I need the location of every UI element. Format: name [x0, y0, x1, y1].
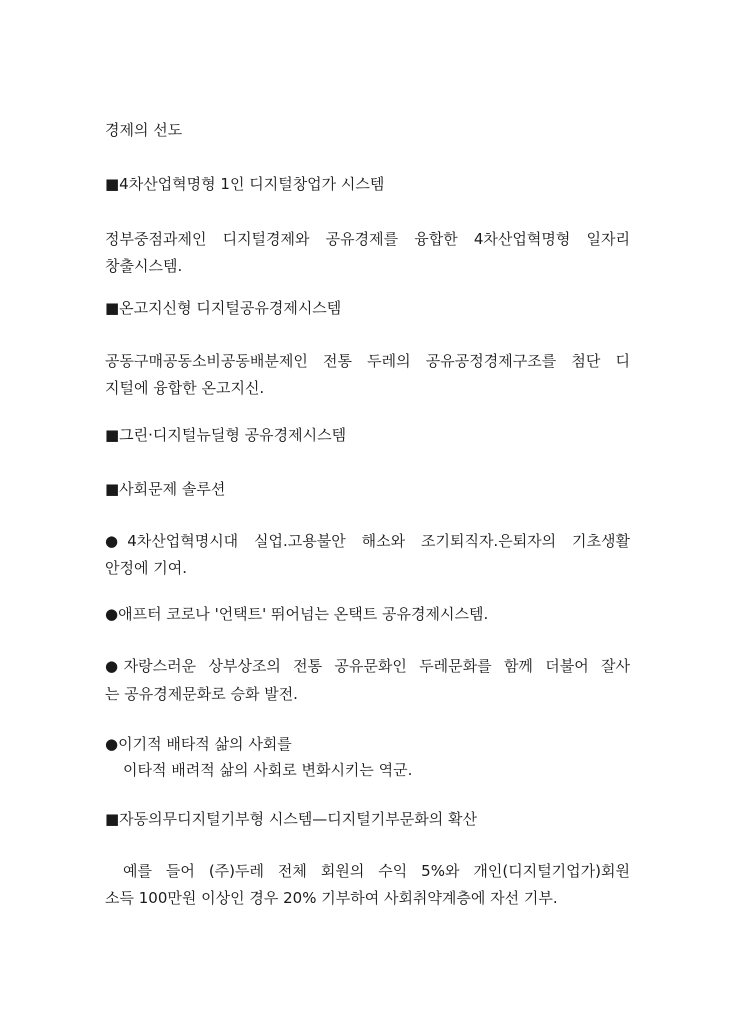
bullet-line: ●이기적 배타적 삶의 사회를	[105, 735, 292, 753]
paragraph-line: 정부중점과제인 디지털경제와 공유경제를 융합한 4차산업혁명형 일자리	[105, 230, 630, 248]
paragraph-line: 예를 들어 (주)두레 전체 회원의 수익 5%와 개인(디지털기업가)회원	[123, 862, 630, 880]
paragraph-line: 지털에 융합한 온고지신.	[105, 379, 265, 397]
bullet-line: ●애프터 코로나 '언택트' 뛰어넘는 온택트 공유경제시스템.	[105, 605, 489, 623]
bullet-line: ●자랑스러운 상부상조의 전통 공유문화인 두레문화를 함께 더불어 잘사	[105, 657, 630, 675]
heading-digital-donation-system: ■자동의무디지털기부형 시스템—디지털기부문화의 확산	[105, 810, 477, 828]
heading-social-solution: ■사회문제 솔루션	[105, 480, 226, 498]
paragraph-line: 창출시스템.	[105, 257, 183, 275]
paragraph-line: 공동구매공동소비공동배분제인 전통 두레의 공유공정경제구조를 첨단 디	[105, 352, 630, 370]
bullet-line: 안정에 기여.	[105, 559, 187, 577]
bullet-line: 이타적 배려적 삶의 사회로 변화시키는 역군.	[123, 761, 413, 779]
bullet-line: 는 공유경제문화로 승화 발전.	[105, 685, 298, 703]
bullet-line: ●4차산업혁명시대 실업.고용불안 해소와 조기퇴직자.은퇴자의 기초생활	[105, 532, 630, 550]
section-title: 경제의 선도	[105, 121, 183, 139]
heading-digital-startup-system: ■4차산업혁명형 1인 디지털창업가 시스템	[105, 175, 385, 193]
heading-green-digital-newdeal: ■그린·디지털뉴딜형 공유경제시스템	[105, 426, 347, 444]
paragraph-line: 소득 100만원 이상인 경우 20% 기부하여 사회취약계층에 자선 기부.	[105, 889, 558, 907]
heading-ongojisin-system: ■온고지신형 디지털공유경제시스템	[105, 299, 342, 317]
